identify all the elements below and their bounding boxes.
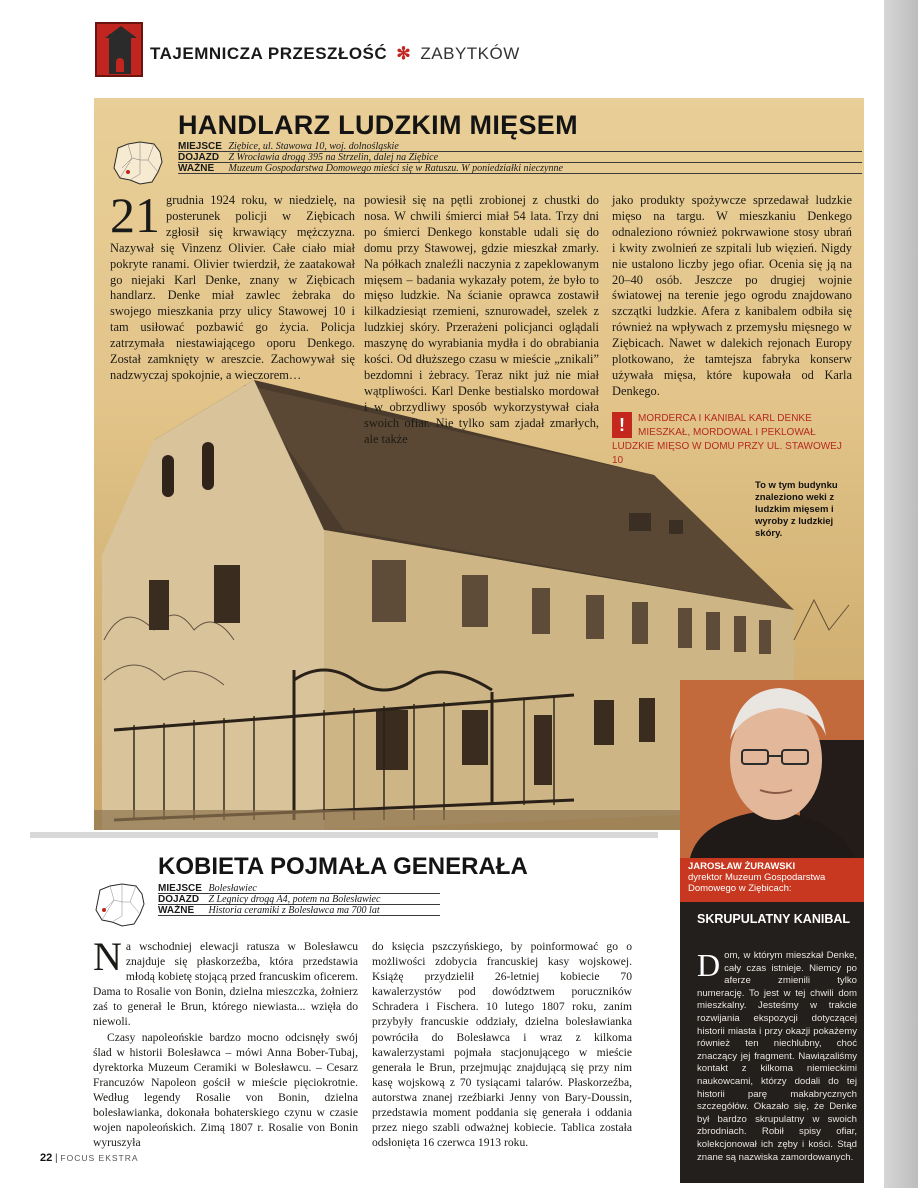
section-logo-icon: [95, 22, 143, 77]
info-label: MIEJSCE: [158, 883, 202, 894]
article1-text-1: grudnia 1924 roku, w niedzielę, na posterunek policji w Ziębicach zgłosił się krwawiący mężczyzna. Nazywał się Vinzenz Olivier. Całe ciało miał pokryte ranami. Olivier twierdził, że zaatakował go niejaki Karl Denke, znany w Ziębicach handlarz. Denke miał zawlec żebraka do swojego mieszkania przy ulicy Stawowej 10 i tam usiłować pozbawić go życia. Policja zatrzymała niestawiającego oporu Denkego. Został zamknięty w areszcie. Zachowywał się nadzwyczaj spokojnie, a wieczorem…: [110, 193, 355, 382]
info-row-location: [178, 141, 862, 152]
info-row-location: [158, 883, 440, 894]
article2-column-1: [93, 934, 358, 1150]
info-label: DOJAZD: [158, 894, 200, 905]
poland-map-icon: [92, 880, 148, 930]
sidebar-body: [697, 947, 857, 1164]
exclamation-icon: !: [612, 412, 632, 438]
dropcap: 21: [110, 187, 160, 243]
article1-text-3: jako produkty spożywcze sprzedawał ludzkie mięso na targu. W mieszkaniu Denkego odnaleziono również pokrwawione stosy ubrań i kwity zwolnień ze szpitali lub więzień. Nigdy nie ustalono liczby jego ofiar. Ocenia się ją na 20–40 osób. Jeszcze po drugiej wojnie światowej na terenie jego ogrodu znajdowano szczątki ludzkie. Afera z kanibalem odbiła się również na wpływach z przemysłu mięsnego w Ziębicach. Nawet w dalekich rejonach Europy plotkowano, że tamtejsza fabryka konserw używała mięsa, które kupowała od Karla Denkego.: [612, 193, 852, 398]
portrait-photo: [680, 680, 864, 858]
article2-title: KOBIETA POJMAŁA GENERAŁA: [158, 853, 528, 880]
page-margin-left: [0, 0, 30, 1188]
info-label: WAŻNE: [178, 163, 215, 174]
article2-info-box: [158, 883, 440, 916]
info-row-directions: [178, 152, 862, 163]
pull-quote-text: MORDERCA I KANIBAL KARL DENKE MIESZKAŁ, MORDOWAŁ I PEKLOWAŁ LUDZKIE MIĘSO W DOMU PRZY UL. STAWOWEJ 10: [612, 413, 842, 466]
info-row-directions: [158, 894, 440, 905]
article1-column-3: [612, 193, 852, 400]
info-label: WAŻNE: [158, 905, 195, 916]
article1-column-2: [364, 193, 599, 448]
section-main: TAJEMNICZA PRZESZŁOŚĆ: [150, 44, 388, 63]
dropcap: D: [697, 947, 721, 983]
article1-info-box: [178, 141, 862, 174]
article1-column-1: [110, 187, 355, 384]
article2-text-1: a wschodniej elewacji ratusza w Bolesławcu znajduje się płaskorzeźba, która przedstawia młodą kobietę stojącą przed francuskim oficerem. Dama to Rosalie von Bonin, dzielna mieszczka, żołnierz zaś to generał le Brun, którego niewiasta... wzięła do niewoli.: [93, 940, 358, 1029]
info-label: MIEJSCE: [178, 141, 222, 152]
info-value: Z Wrocławia drogą 395 na Strzelin, dalej na Ziębice: [228, 152, 439, 163]
photo-caption: To w tym budynku znaleziono weki z ludzkim mięsem i wyroby z ludzkiej skóry.: [755, 480, 838, 539]
separator-star-icon: ✻: [396, 44, 412, 63]
page-footer: [40, 1152, 139, 1164]
section-sub: ZABYTKÓW: [420, 44, 520, 63]
page-number: 22: [40, 1152, 53, 1164]
info-label: DOJAZD: [178, 152, 220, 163]
article1-text-2: powiesił się na pętli zrobionej z chustki do nosa. W chwili śmierci miał 54 lata. Trzy dni po śmierci Denkego konstable udali się do domu przy Stawowej, gdzie mieszkał zmarły. Na półkach znaleźli naczynia z zapeklowanym mięsem – badania wykazały potem, że było to mięso ludzkie. Na ścianie oprawca zostawił kilkadziesiąt rzemieni, sznurowadeł, szelek z ludzkiej skóry. Przerażeni policjanci oglądali maszynę do wyrabiania mydła i do obrabiania kości. Od dłuższego czasu w mieście „znikali” bezdomni i żebracy. Teraz nikt już nie miał wątpliwości. Karl Denke bestialsko mordował i w obrzydliwy sposób wykorzystywał ciała swoich ofiar. Nie tylko sam zjadał zmarłych, ale także: [364, 193, 599, 446]
poland-map-icon: [110, 138, 166, 188]
dropcap: N: [93, 934, 122, 979]
info-value: Historia ceramiki z Bolesławca ma 700 lat: [208, 905, 380, 916]
interviewee-name: JAROSŁAW ŻURAWSKI: [688, 861, 796, 872]
article2-text-3: do księcia pszczyńskiego, by poinformować go o możliwości zdobycia francuskiej kasy wojskowej. Książę przydzielił 26-letniej kobiecie 70 kawalerzystów pod dowództwem poruczników Schradera i Fischera. 10 lutego 1807 roku, zanim przybyły francuskie oddziały, dzielna bolesławianka powróciła do Bolesławca i wraz z kilkoma kawalerzystami pojmała stacjonującego w mieście generała le Brun, przejmując znajdującą się przy nim kasę wojskową z 70 tysiącami talarów. Płaskorzeźba, autorstwa znanej rzeźbiarki Jenny von Bary-Doussin, przedstawia moment poddania się generała i oddania przez niego szabli odważnej kobiecie. Tablica została odsłonięta 16 czerwca 1913 roku.: [372, 940, 632, 1150]
article2-text-2: Czasy napoleońskie bardzo mocno odcisnęły swój ślad w historii Bolesławca – mówi Anna Bober-Tubaj, dyrektorka Muzeum Ceramiki w Bolesławcu. – Cesarz Francuzów Napoleon gościł w mieście pięciokrotnie. Według legendy Rosalie von Bonin, dzielna bolesławianka, dokonała bohaterskiego czynu w czasie wojen napoleońskich. Zimą 1807 r. Rosalie von Bonin wyruszyła: [93, 1030, 358, 1150]
info-row-important: [178, 163, 862, 174]
info-value: Ziębice, ul. Stawowa 10, woj. dolnośląskie: [228, 141, 399, 152]
sidebar-text: om, w którym mieszkał Denke, cały czas istnieje. Niemcy po aferze zmienili tylko numerację. To jest w tej chwili dom mieszkalny. Jesteśmy w trakcie rozwijania ekspozycji dotyczącej historii miasta i przy okazji pokażemy również ten niechlubny, choć znaczący jej fragment. Nawiązaliśmy kontakt z kilkoma niemieckimi naukowcami, którzy dodali do tej historii parę makabrycznych szczegółów. Okazało się, że Denke był bardzo skrupulatny w swoich zbrodniach. Robił spisy ofiar, kolekcjonował ich zęby i kości. Stąd znane są nazwiska zamordowanych.: [697, 950, 857, 1163]
interviewee-role: dyrektor Muzeum Gospodarstwa Domowego w Ziębicach:: [688, 872, 826, 894]
pull-quote: [612, 412, 852, 468]
interviewee-caption: [680, 858, 864, 902]
page-gutter-shadow: [884, 0, 918, 1188]
magazine-name: FOCUS EKSTRA: [60, 1153, 139, 1163]
info-value: Z Legnicy drogą A4, potem na Bolesławiec: [208, 894, 381, 905]
article2-column-2: [372, 939, 632, 1150]
article1-title: HANDLARZ LUDZKIM MIĘSEM: [178, 110, 578, 140]
info-value: Muzeum Gospodarstwa Domowego mieści się w Ratuszu. W poniedziałki nieczynne: [228, 163, 563, 174]
section-heading: [150, 44, 520, 64]
sidebar-title: SKRUPULATNY KANIBAL: [697, 912, 851, 926]
footer-divider: |: [55, 1153, 61, 1164]
info-value: Bolesławiec: [208, 883, 257, 894]
info-row-important: [158, 905, 440, 916]
